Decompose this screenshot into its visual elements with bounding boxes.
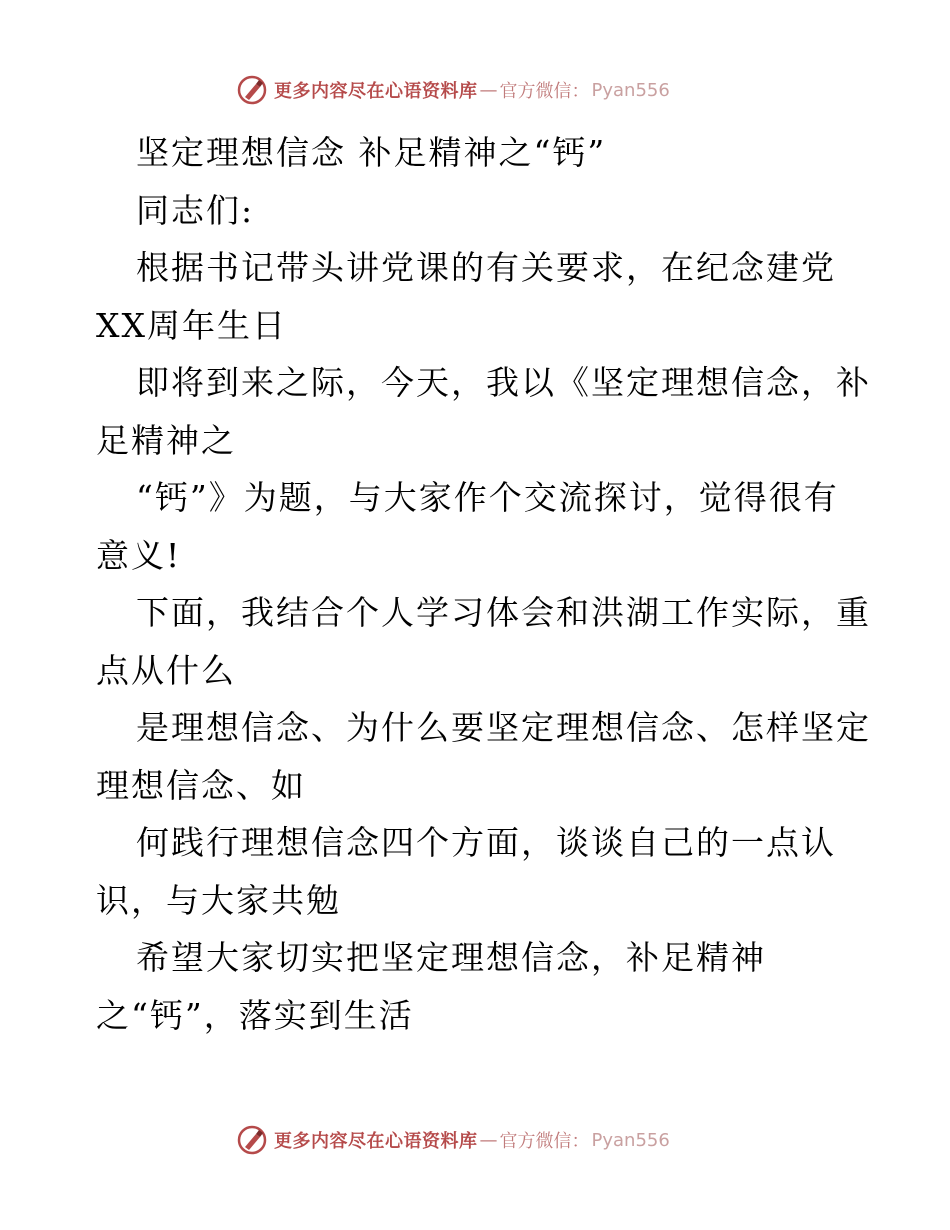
paragraph-line: 足精神之 [96,420,236,460]
paragraph-line: 点从什么 [96,650,236,690]
paragraph-line: 同志们: [136,190,255,230]
paragraph-line: 之“钙”，落实到生活 [96,995,414,1035]
paragraph-line: 理想信念、如 [96,765,306,805]
paragraph-line: 希望大家切实把坚定理想信念，补足精神 [136,938,766,977]
watermark-main-text: 更多内容尽在心语资料库 [274,1131,478,1152]
watermark-wechat-id: Pyan556 [591,1129,670,1151]
document-body [96,124,876,1044]
paragraph-line: 何践行理想信念四个方面，谈谈自己的一点认 [136,823,836,862]
paragraph-line: 意义! [96,535,182,575]
paragraph-line: XX周年生日 [96,305,287,345]
watermark-wechat-id: Pyan556 [591,79,670,101]
header-watermark [236,74,670,106]
paragraph-line: 是理想信念、为什么要坚定理想信念、怎样坚定 [136,708,871,747]
footer-watermark [236,1124,670,1156]
watermark-main-text: 更多内容尽在心语资料库 [274,81,478,102]
watermark-dash: — [479,1129,498,1151]
pen-circle-logo-icon [236,1124,268,1156]
pen-circle-logo-icon [236,74,268,106]
paragraph-line: 坚定理想信念 补足精神之“钙” [136,133,607,172]
paragraph-line: “钙”》为题，与大家作个交流探讨，觉得很有 [136,478,839,517]
paragraph-line: 下面，我结合个人学习体会和洪湖工作实际，重 [136,593,871,632]
watermark-label: 官方微信： [499,81,590,102]
paragraph-line: 根据书记带头讲党课的有关要求，在纪念建党 [136,248,836,287]
watermark-label: 官方微信： [499,1131,590,1152]
paragraph-line: 识，与大家共勉 [96,880,341,920]
watermark-dash: — [479,79,498,101]
paragraph-line: 即将到来之际，今天，我以《坚定理想信念，补 [136,363,871,402]
